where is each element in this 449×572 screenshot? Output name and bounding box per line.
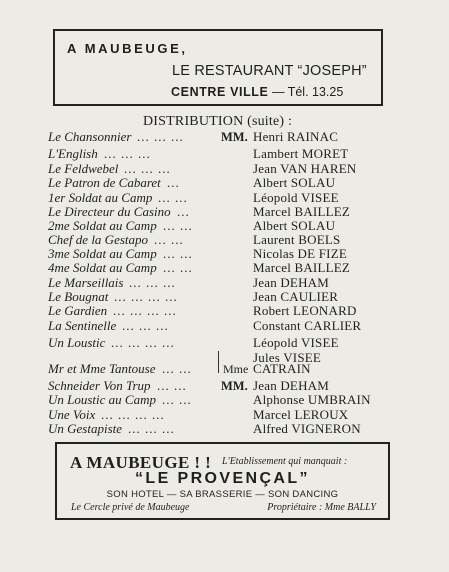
cast-role: Le Feldwebel xyxy=(48,161,119,176)
le-provencal-ad xyxy=(55,442,390,520)
cast-role: Le Chansonnier xyxy=(48,129,132,144)
cast-role: Le Directeur du Casino xyxy=(48,204,171,219)
cast-role: Chef de la Gestapo xyxy=(48,232,149,247)
cast-row xyxy=(0,303,449,319)
ad-owner: Propriétaire : Mme BALLY xyxy=(267,502,376,513)
cast-actor: Albert SOLAU xyxy=(253,175,336,190)
cast-role: Le Gardien xyxy=(48,303,108,318)
cast-role: 3me Soldat au Camp xyxy=(48,246,157,261)
cast-actor: Alphonse UMBRAIN xyxy=(253,392,371,407)
ad-tagline: L'Etablissement qui manquait : xyxy=(222,456,348,467)
cast-prefix: MM. xyxy=(221,379,248,393)
cast-leader-dots: ... ... ... ... xyxy=(101,407,165,422)
cast-leader-dots: ... ... xyxy=(162,392,192,407)
ad-centre: CENTRE VILLE xyxy=(171,85,269,99)
cast-actor: Marcel BAILLEZ xyxy=(253,260,351,275)
cast-actor: Léopold VISEE xyxy=(253,335,339,350)
cast-prefix: MM. xyxy=(221,130,248,144)
cast-actor: Laurent BOELS xyxy=(253,232,341,247)
cast-actor: Léopold VISEE xyxy=(253,190,339,205)
cast-row xyxy=(0,260,449,276)
ad-phone: Tél. 13.25 xyxy=(287,85,344,99)
cast-row xyxy=(0,392,449,408)
cast-leader-dots: ... ... ... xyxy=(124,161,171,176)
cast-actor: Jean DEHAM xyxy=(253,275,330,290)
cast-leader-dots: ... ... xyxy=(163,260,193,275)
ad-headline: A MAUBEUGE ! ! xyxy=(70,453,212,472)
cast-actor: Marcel LEROUX xyxy=(253,407,349,422)
ad-club: Le Cercle privé de Maubeuge xyxy=(71,502,190,513)
cast-row xyxy=(0,421,449,437)
cast-role: Le Bougnat xyxy=(48,289,109,304)
cast-leader-dots: ... ... ... xyxy=(122,318,169,333)
cast-actor: Alfred VIGNERON xyxy=(253,421,361,436)
cast-actor: Constant CARLIER xyxy=(253,318,362,333)
cast-actor: Jules VISEE xyxy=(253,350,322,365)
cast-prefix: Mme xyxy=(223,362,249,376)
ad-establishment-name: “LE PROVENÇAL” xyxy=(135,470,310,487)
cast-role: Un Loustic xyxy=(48,335,106,350)
cast-role: La Sentinelle xyxy=(48,318,117,333)
cast-actor: Robert LEONARD xyxy=(253,303,357,318)
ad-address-line xyxy=(171,85,343,99)
cast-role: Schneider Von Trup xyxy=(48,378,151,393)
cast-row xyxy=(0,146,449,162)
cast-leader-dots: ... ... ... ... xyxy=(113,303,177,318)
cast-leader-dots: ... ... ... xyxy=(128,421,175,436)
cast-row xyxy=(0,335,449,351)
cast-leader-dots: ... xyxy=(177,204,190,219)
cast-role: Un Gestapiste xyxy=(48,421,123,436)
cast-leader-dots: ... ... xyxy=(163,218,193,233)
cast-role: 2me Soldat au Camp xyxy=(48,218,157,233)
cast-leader-dots: ... ... xyxy=(157,378,187,393)
cast-actor: Albert SOLAU xyxy=(253,218,336,233)
cast-actor: Nicolas DE FIZE xyxy=(253,246,347,261)
ad-services: SON HOTEL — SA BRASSERIE — SON DANCING xyxy=(106,489,339,500)
cast-role: L'English xyxy=(48,146,98,161)
cast-role: 4me Soldat au Camp xyxy=(48,260,157,275)
cast-actor: Jean DEHAM xyxy=(253,378,330,393)
cast-role: Un Loustic au Camp xyxy=(48,392,156,407)
cast-row xyxy=(0,318,449,334)
cast-leader-dots: ... ... ... xyxy=(129,275,176,290)
cast-role: Une Voix xyxy=(48,407,96,422)
cast-actor: Jean VAN HAREN xyxy=(253,161,357,176)
cast-role: Le Marseillais xyxy=(48,275,124,290)
cast-leader-dots: ... ... ... ... xyxy=(111,335,175,350)
cast-actor: Marcel BAILLEZ xyxy=(253,204,351,219)
cast-leader-dots: ... ... ... ... xyxy=(114,289,178,304)
tantouse-brace xyxy=(218,351,224,373)
cast-role: Mr et Mme Tantouse xyxy=(48,361,156,376)
cast-actor: CATRAIN xyxy=(253,361,311,376)
ad-restaurant-name: LE RESTAURANT “JOSEPH” xyxy=(172,63,367,79)
cast-row xyxy=(0,361,449,377)
cast-role: Le Patron de Cabaret xyxy=(48,175,161,190)
cast-leader-dots: ... ... xyxy=(162,361,192,376)
cast-actor: Henri RAINAC xyxy=(253,129,339,144)
distribution-title: DISTRIBUTION (suite) : xyxy=(143,114,293,129)
ad-location: A MAUBEUGE, xyxy=(67,41,188,56)
ad-separator: — xyxy=(271,85,285,99)
cast-leader-dots: ... ... xyxy=(158,190,188,205)
cast-actor: Lambert MORET xyxy=(253,146,349,161)
cast-role: 1er Soldat au Camp xyxy=(48,190,153,205)
cast-leader-dots: ... ... xyxy=(163,246,193,261)
cast-leader-dots: ... ... ... xyxy=(104,146,151,161)
cast-leader-dots: ... ... ... xyxy=(137,129,184,144)
restaurant-joseph-ad xyxy=(53,29,383,106)
cast-leader-dots: ... xyxy=(167,175,180,190)
cast-row xyxy=(0,129,449,145)
cast-row xyxy=(0,175,449,191)
cast-actor: Jean CAULIER xyxy=(253,289,339,304)
cast-leader-dots: ... ... xyxy=(154,232,184,247)
